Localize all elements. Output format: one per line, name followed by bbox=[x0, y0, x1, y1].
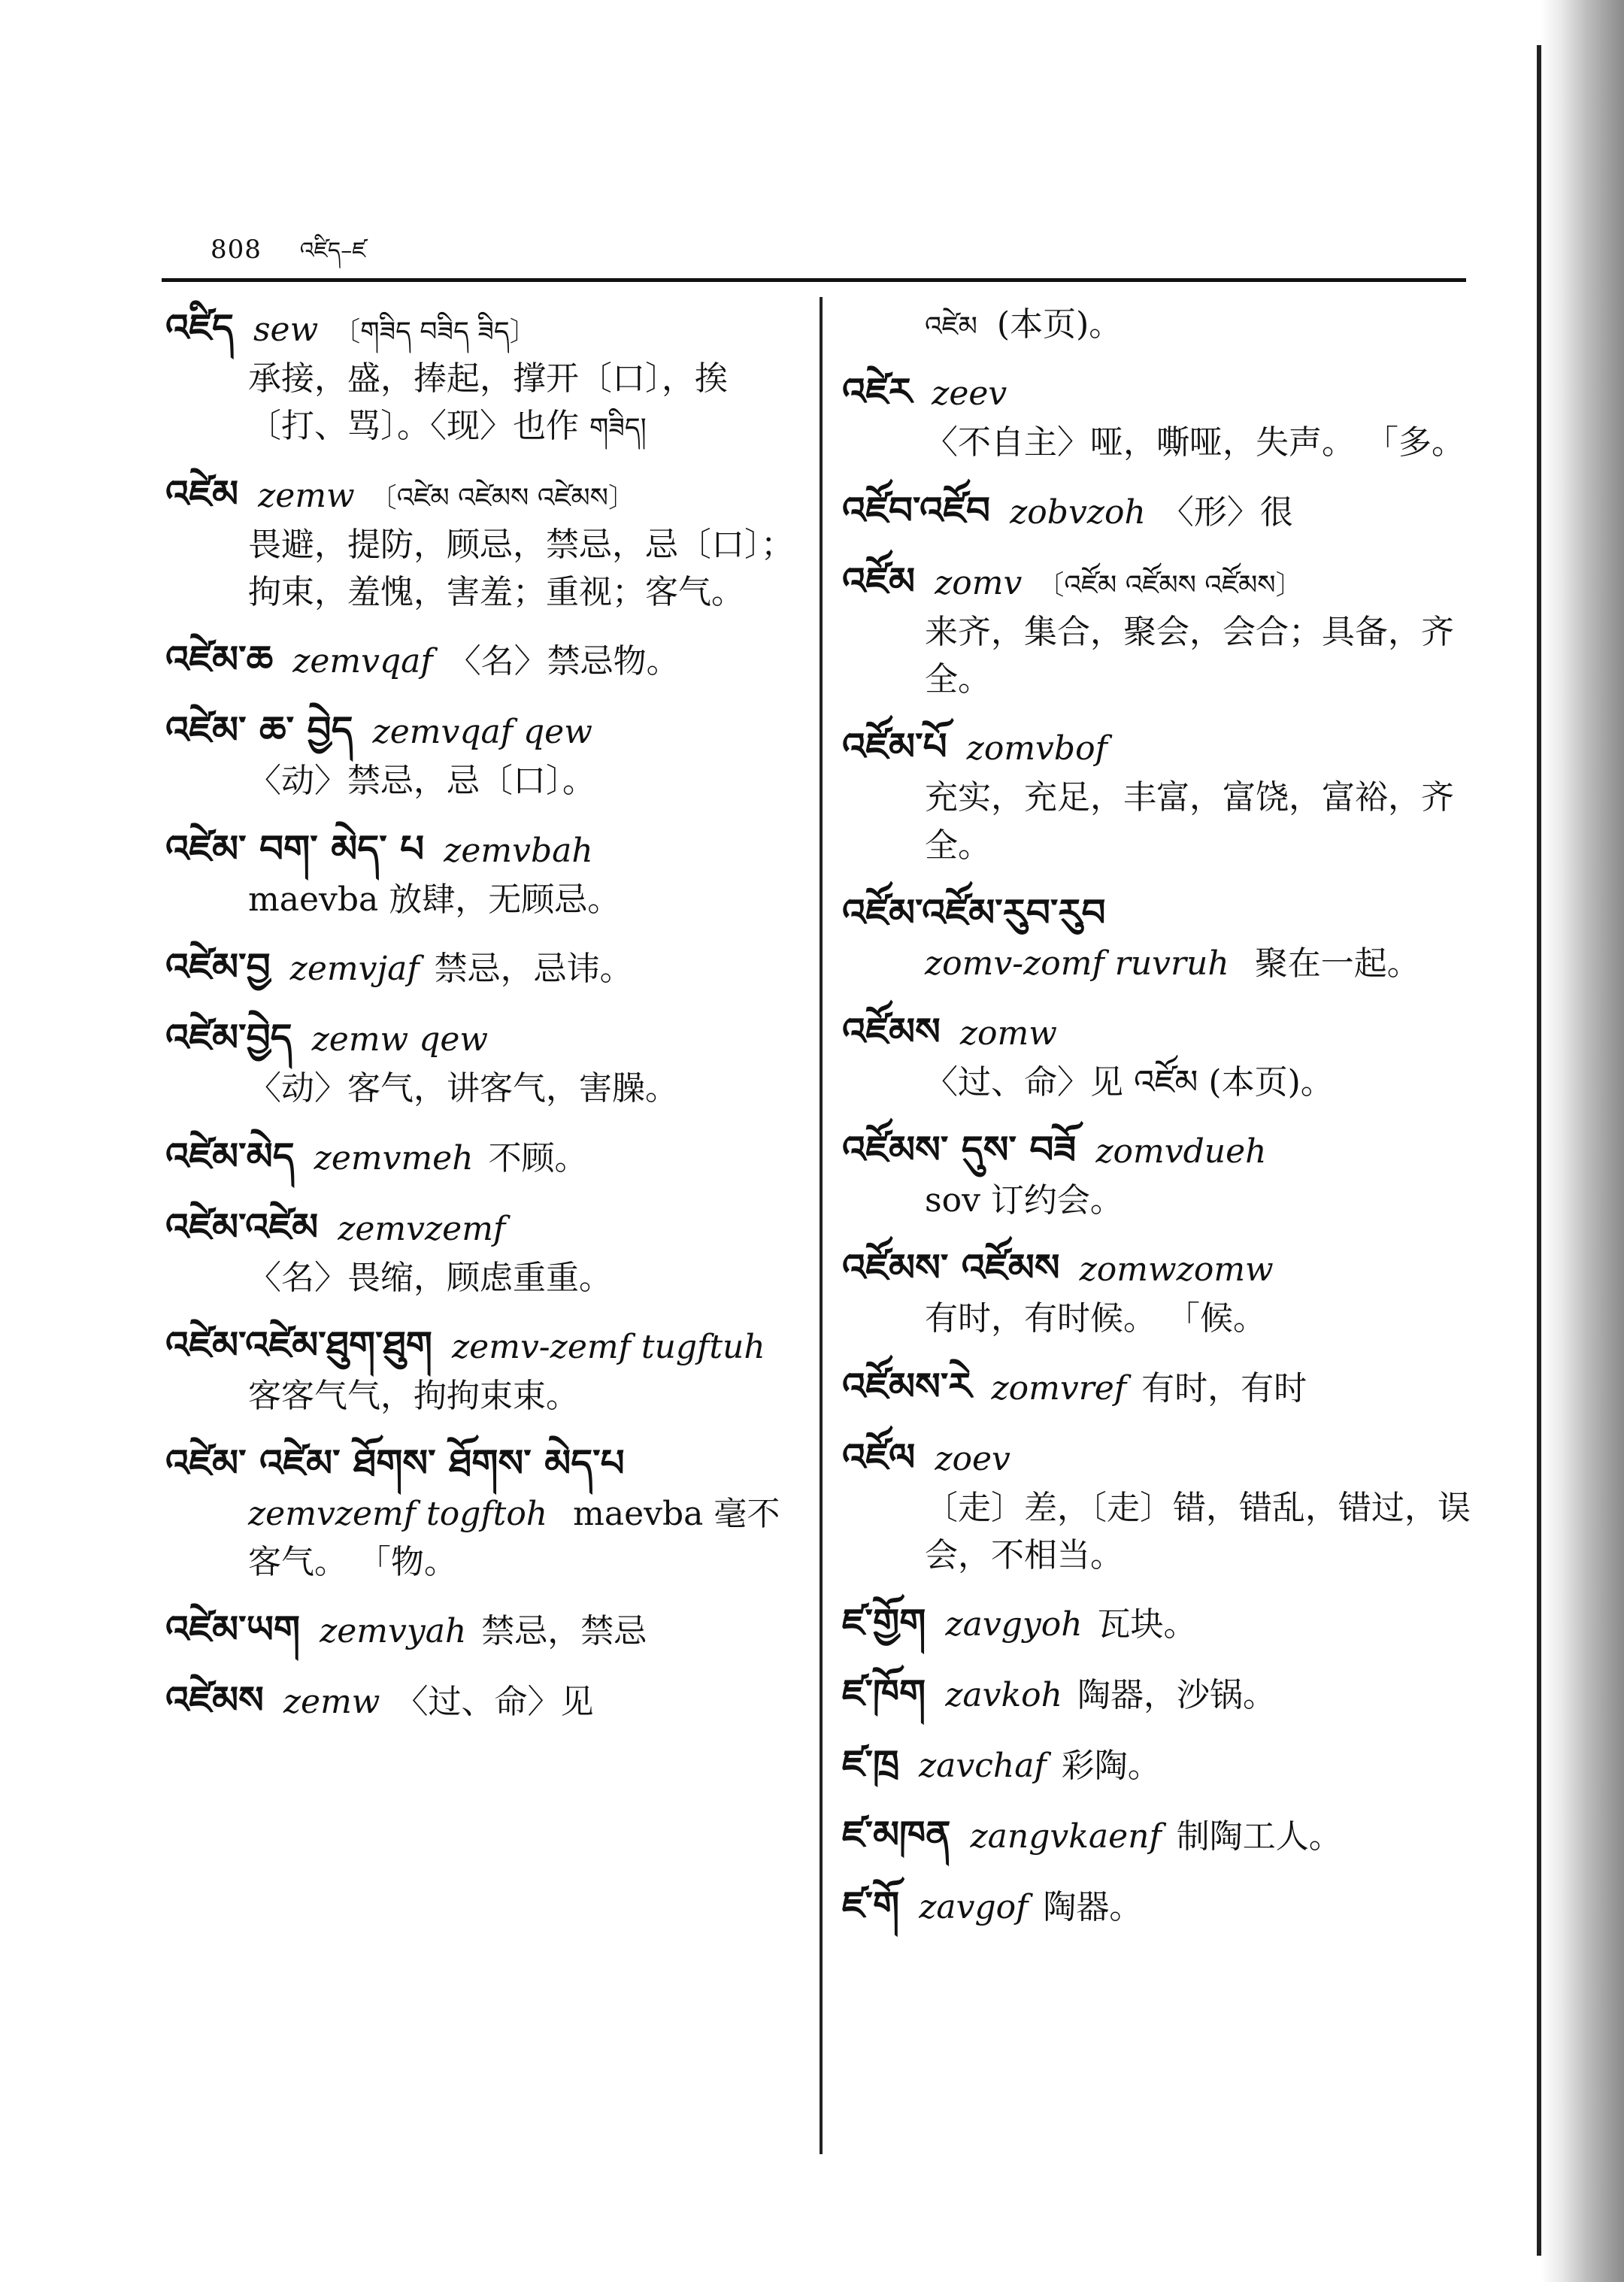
dictionary-entry bbox=[842, 1808, 1474, 1862]
page-number: 808 bbox=[211, 235, 262, 265]
dictionary-entry bbox=[165, 1436, 797, 1586]
entry-definition: 聚在一起。 bbox=[1254, 944, 1420, 983]
dictionary-entry bbox=[165, 1318, 797, 1420]
entry-headword: འཛོམ bbox=[842, 558, 916, 603]
entry-headword: འཛིད bbox=[165, 305, 234, 350]
entry-romanization: zomv bbox=[935, 563, 1023, 602]
entry-definition: 〈形〉很 bbox=[1160, 492, 1293, 532]
entry-definition: 〈名〉畏缩，顾虑重重。 bbox=[248, 1258, 612, 1297]
entry-headword: འཛེམ་ ཆ་ བྱེད bbox=[165, 708, 353, 753]
entry-definition: 陶器，沙锅。 bbox=[1077, 1676, 1276, 1715]
dictionary-entry bbox=[842, 554, 1474, 704]
entry-definition: 客客气气，拘拘束束。 bbox=[248, 1376, 579, 1415]
entry-forms: 〔གཟིད བཟིད ཟིད〕 bbox=[333, 317, 537, 347]
dictionary-entry bbox=[165, 1673, 797, 1727]
entry-headword: འཛོམ་པོ bbox=[842, 724, 947, 769]
entry-headword: འཛེམ་འཛེམ་ཐུག་ཐུག bbox=[165, 1322, 432, 1367]
column-divider bbox=[820, 297, 823, 2154]
dictionary-entry bbox=[165, 1011, 797, 1112]
entry-definition: 制陶工人。 bbox=[1176, 1817, 1342, 1856]
entry-definition: 有时，有时候。 bbox=[925, 1299, 1156, 1338]
entry-headword: འཛོམས bbox=[842, 1008, 941, 1053]
entry-headword: ཛ་གོ bbox=[842, 1883, 900, 1928]
left-column bbox=[165, 301, 797, 1744]
dictionary-entry bbox=[165, 1602, 797, 1656]
page-edge bbox=[1537, 45, 1541, 2256]
dictionary-entry bbox=[842, 720, 1474, 869]
entry-definition: 彩陶。 bbox=[1061, 1747, 1161, 1786]
entry-definition: 〈过、命〉见 འཛོམ (本页)。 bbox=[925, 1062, 1334, 1102]
entry-headword: འཛེམ་མེད bbox=[165, 1133, 295, 1178]
entry-forms: 〔འཛོམ འཛོམས འཛོམས〕 bbox=[1037, 569, 1303, 601]
dictionary-entry bbox=[842, 1241, 1474, 1342]
entry-romanization: zemvzemf togftoh bbox=[248, 1495, 548, 1534]
entry-headword: འཛོམས་རེ bbox=[842, 1363, 972, 1408]
entry-romanization: zomwzomw bbox=[1079, 1250, 1274, 1289]
entry-romanization: zomvref bbox=[991, 1368, 1127, 1408]
entry-headword: འཛེམ་བྱེད bbox=[165, 1015, 292, 1060]
entry-headword: འཛེམ་ཆ bbox=[165, 637, 274, 682]
entry-headword: འཛེམ་ཡག bbox=[165, 1606, 301, 1651]
entry-definition: 陶器。 bbox=[1043, 1888, 1143, 1927]
entry-headword: ཛ་མཁན bbox=[842, 1812, 951, 1857]
dictionary-entry bbox=[842, 1878, 1474, 1932]
entry-headword: ཛ་ཁྲ bbox=[842, 1741, 899, 1787]
entry-romanization: zomv-zomf ruvruh bbox=[925, 944, 1229, 983]
entry-headword: འཛེམ་ འཛེམ་ ཐོགས་ ཐོགས་ མེད་པ bbox=[165, 1441, 625, 1486]
dictionary-entry bbox=[165, 1129, 797, 1183]
running-head: འཛིད–ཛ bbox=[299, 238, 366, 264]
entry-extra: 「物。 bbox=[358, 1542, 457, 1581]
entry-headword: འཛེམ་འཛེམ bbox=[165, 1204, 319, 1249]
entry-romanization: zemvqaf bbox=[292, 642, 433, 681]
right-column bbox=[842, 301, 1474, 1949]
entry-definition: 〈不自主〉哑，嘶哑，失声。 bbox=[925, 423, 1355, 462]
entry-definition: 〈名〉禁忌物。 bbox=[447, 642, 680, 681]
entry-definition: 充实，充足，丰富，富饶，富裕，齐全。 bbox=[925, 778, 1454, 865]
entry-romanization: sew bbox=[253, 311, 319, 349]
dictionary-entry bbox=[842, 1359, 1474, 1414]
entry-definition: 〈动〉客气，讲客气，害臊。 bbox=[248, 1069, 678, 1108]
entry-definition: 〈动〉禁忌，忌〔口〕。 bbox=[248, 762, 595, 801]
entry-romanization: zemvbah bbox=[444, 831, 593, 870]
dictionary-entry bbox=[165, 940, 797, 994]
entry-romanization: zemw bbox=[283, 1682, 380, 1721]
entry-romanization: zemvqaf qew bbox=[372, 713, 592, 752]
entry-romanization: zomw bbox=[959, 1014, 1057, 1053]
entry-romanization: zeev bbox=[932, 374, 1007, 414]
entry-extra: 「多。 bbox=[1365, 423, 1465, 462]
book-spine-shadow bbox=[1541, 0, 1624, 2282]
entry-headword: འཛེམ་ བག་ མེད་ པ bbox=[165, 826, 425, 871]
entry-forms: 〔འཛེམ འཛེམས འཛེམས〕 bbox=[369, 482, 635, 514]
entry-headword: འཛོམས་ དུས་ བཟོ bbox=[842, 1126, 1077, 1171]
entry-definition: maevba 毫不客气。 bbox=[248, 1495, 780, 1581]
dictionary-entry bbox=[165, 1200, 797, 1302]
header-rule bbox=[162, 278, 1466, 282]
entry-romanization: zoev bbox=[935, 1439, 1010, 1478]
dictionary-entry bbox=[842, 483, 1474, 538]
entry-definition: 〈过、命〉见 bbox=[395, 1682, 594, 1721]
dictionary-entry bbox=[842, 1596, 1474, 1650]
entry-definition: sov 订约会。 bbox=[925, 1180, 1123, 1220]
entry-definition: 不顾。 bbox=[488, 1138, 588, 1177]
entry-definition: 禁忌，禁忌 bbox=[481, 1611, 647, 1650]
entry-headword: འཛོལ bbox=[842, 1434, 916, 1479]
dictionary-entry bbox=[842, 1005, 1474, 1106]
entry-romanization: zemv-zemf tugftuh bbox=[452, 1327, 765, 1366]
dictionary-entry bbox=[842, 301, 1474, 348]
dictionary-entry bbox=[842, 1666, 1474, 1720]
entry-headword: འཛེམ bbox=[165, 471, 239, 516]
entry-definition: (本页)。 bbox=[996, 305, 1123, 344]
entry-headword: འཛོབ་འཛོབ bbox=[842, 487, 991, 532]
entry-headword: འཛོམས་ འཛོམས bbox=[842, 1245, 1060, 1290]
entry-romanization: zemvjaf bbox=[289, 950, 420, 989]
entry-headword: འཛེམ་བྱ bbox=[165, 944, 271, 989]
entry-romanization: zavgyoh bbox=[945, 1605, 1083, 1644]
entry-definition: 禁忌，忌讳。 bbox=[434, 950, 633, 989]
entry-extra: གཟིད། bbox=[589, 413, 647, 444]
entry-headword: འཛེམས bbox=[165, 1677, 264, 1722]
entry-romanization: zangvkaenf bbox=[970, 1817, 1162, 1856]
entry-definition: 承接，盛，捧起，撑开〔口〕，挨〔打、骂〕。〈现〉也作 bbox=[248, 359, 728, 446]
dictionary-entry bbox=[165, 703, 797, 805]
entry-romanization: zemw qew bbox=[311, 1020, 489, 1059]
dictionary-entry bbox=[842, 1430, 1474, 1580]
entry-headword: འཛེར bbox=[842, 369, 913, 414]
dictionary-entry bbox=[165, 822, 797, 923]
entry-romanization: zemvyah bbox=[320, 1611, 467, 1650]
dictionary-entry bbox=[842, 1737, 1474, 1791]
entry-romanization: zemw bbox=[258, 476, 355, 515]
entry-definition: 有时，有时 bbox=[1141, 1368, 1307, 1408]
dictionary-entry bbox=[842, 1123, 1474, 1224]
entry-headword: ཛ་གྱོག bbox=[842, 1600, 926, 1645]
entry-romanization: zemvzemf bbox=[338, 1209, 506, 1248]
entry-romanization: zavchaf bbox=[919, 1747, 1047, 1786]
entry-definition: 畏避，提防，顾忌，禁忌，忌〔口〕；拘束，羞愧，害羞；重视；客气。 bbox=[248, 525, 794, 612]
entry-romanization: zomvbof bbox=[966, 729, 1107, 768]
entry-definition: 〔走〕差，〔走〕错，错乱，错过，误会，不相当。 bbox=[925, 1488, 1471, 1574]
entry-romanization: zemvmeh bbox=[314, 1138, 474, 1177]
entry-definition: 来齐，集合，聚会，会合；具备，齐全。 bbox=[925, 612, 1454, 699]
dictionary-entry bbox=[842, 886, 1474, 987]
dictionary-entry bbox=[165, 301, 797, 450]
entry-headword: འཛོམ་འཛོམ་རུབ་རུབ bbox=[842, 890, 1106, 935]
entry-romanization: zomvdueh bbox=[1095, 1132, 1267, 1171]
entry-romanization: zavgof bbox=[919, 1888, 1029, 1927]
dictionary-entry bbox=[165, 467, 797, 617]
entry-romanization: zavkoh bbox=[945, 1676, 1062, 1715]
entry-headword: ཛ་ཁོག bbox=[842, 1671, 926, 1716]
entry-extra: 「候。 bbox=[1167, 1299, 1266, 1338]
entry-forms: འཛེམ bbox=[925, 311, 977, 342]
dictionary-entry bbox=[842, 365, 1474, 466]
dictionary-entry bbox=[165, 632, 797, 686]
entry-definition: 瓦块。 bbox=[1097, 1605, 1197, 1644]
entry-romanization: zobvzoh bbox=[1010, 492, 1146, 532]
entry-definition: maevba 放肆，无顾忌。 bbox=[248, 880, 621, 919]
